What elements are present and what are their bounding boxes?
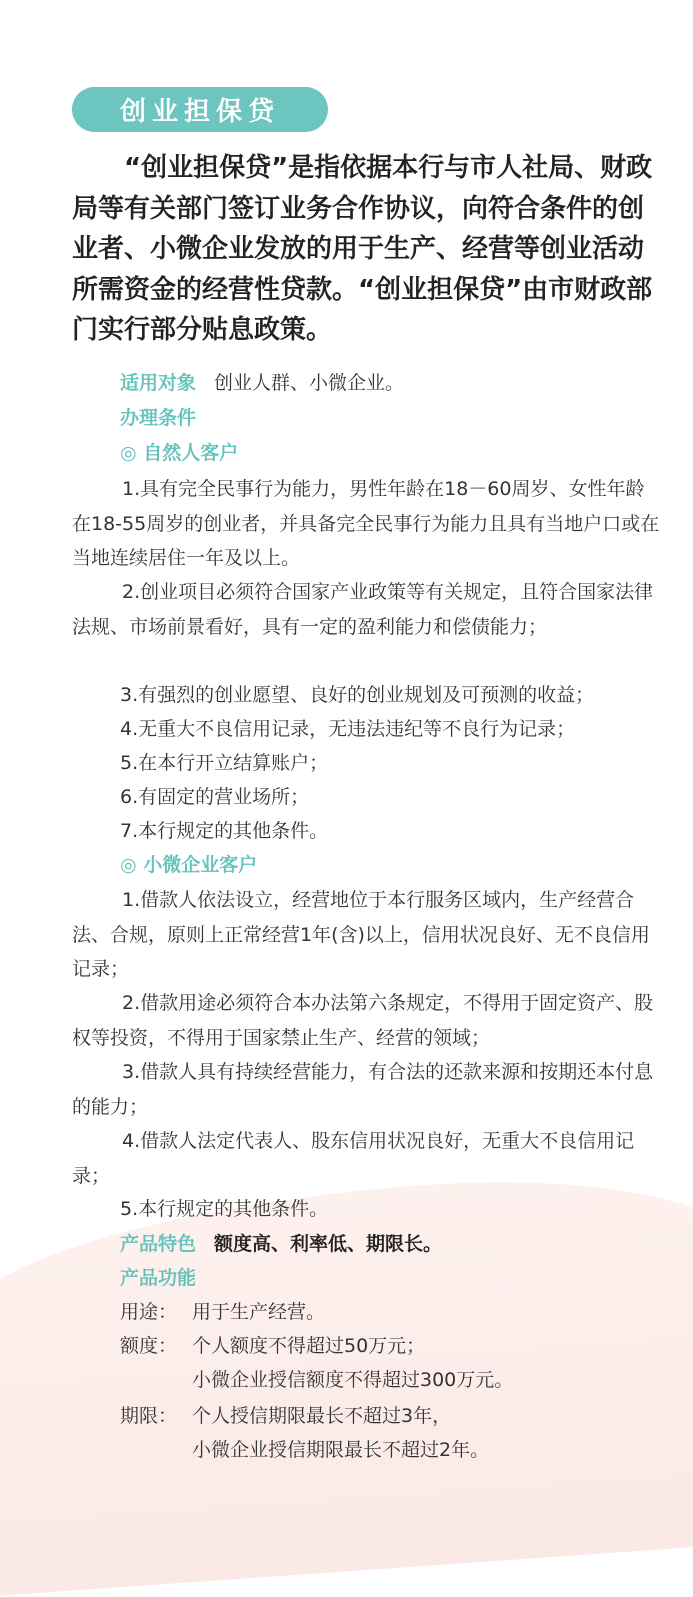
natural-person-heading-row [120,440,238,466]
amount-value-individual: 个人额度不得超过50万元； [192,1335,426,1357]
functions-label-row [120,1265,196,1291]
features-row [120,1231,442,1257]
natural-person-item-6: 6.有固定的营业场所； [120,786,310,808]
functions-label: 产品功能 [120,1267,197,1289]
conditions-label-row [120,405,196,431]
small-business-item-1: 1.借款人依法设立，经营地位于本行服务区域内，生产经营合法、合规，原则上正常经营1年(含)以上，信用状况良好、无不良信用记录； [72,889,650,980]
usage-key: 用途： [120,1301,178,1323]
amount-key: 额度： [120,1335,178,1357]
term-key: 期限： [120,1405,178,1427]
small-business-heading-row [120,852,257,878]
applicable-value: 创业人群、小微企业。 [214,372,405,394]
natural-person-item-4: 4.无重大不良信用记录，无违法违纪等不良行为记录； [120,718,576,740]
usage-value: 用于生产经营。 [192,1301,326,1323]
amount-value-business: 小微企业授信额度不得超过300万元。 [192,1369,514,1391]
natural-person-item-1: 1.具有完全民事行为能力，男性年龄在18－60周岁、女性年龄在18-55周岁的创业者，并具备完全民事行为能力且具有当地户口或在当地连续居住一年及以上。 [72,478,660,569]
small-business-item-3: 3.借款人具有持续经营能力，有合法的还款来源和按期还本付息的能力； [72,1061,654,1118]
term-value-business: 小微企业授信期限最长不超过2年。 [192,1439,490,1461]
natural-person-item-7: 7.本行规定的其他条件。 [120,820,329,842]
features-label: 产品特色 [120,1233,197,1255]
natural-person-item-3: 3.有强烈的创业愿望、良好的创业规划及可预测的收益； [120,684,595,706]
natural-person-item-2: 2.创业项目必须符合国家产业政策等有关规定，且符合国家法律法规、市场前景看好，具有一定的盈利能力和偿债能力； [72,581,654,638]
features-value: 额度高、利率低、期限长。 [214,1233,443,1255]
applicable-label: 适用对象 [120,372,197,394]
small-business-heading: ◎ 小微企业客户 [120,854,258,876]
term-value-individual: 个人授信期限最长不超过3年， [192,1405,452,1427]
small-business-item-4: 4.借款人法定代表人、股东信用状况良好，无重大不良信用记录； [72,1130,635,1187]
small-business-item-5: 5.本行规定的其他条件。 [120,1198,329,1220]
page-title: 创业担保贷 [72,87,328,132]
small-business-item-2: 2.借款用途必须符合本办法第六条规定，不得用于固定资产、股权等投资，不得用于国家禁止生产、经营的领域； [72,992,654,1049]
natural-person-item-5: 5.在本行开立结算账户； [120,752,329,774]
applicable-row [120,370,404,396]
natural-person-heading: ◎ 自然人客户 [120,442,239,464]
intro-paragraph: “创业担保贷”是指依据本行与市人社局、财政局等有关部门签订业务合作协议，向符合条件的创业者、小微企业发放的用于生产、经营等创业活动所需资金的经营性贷款。“创业担保贷”由市财政部门实行部分贴息政策。 [72,153,653,345]
conditions-label: 办理条件 [120,407,197,429]
